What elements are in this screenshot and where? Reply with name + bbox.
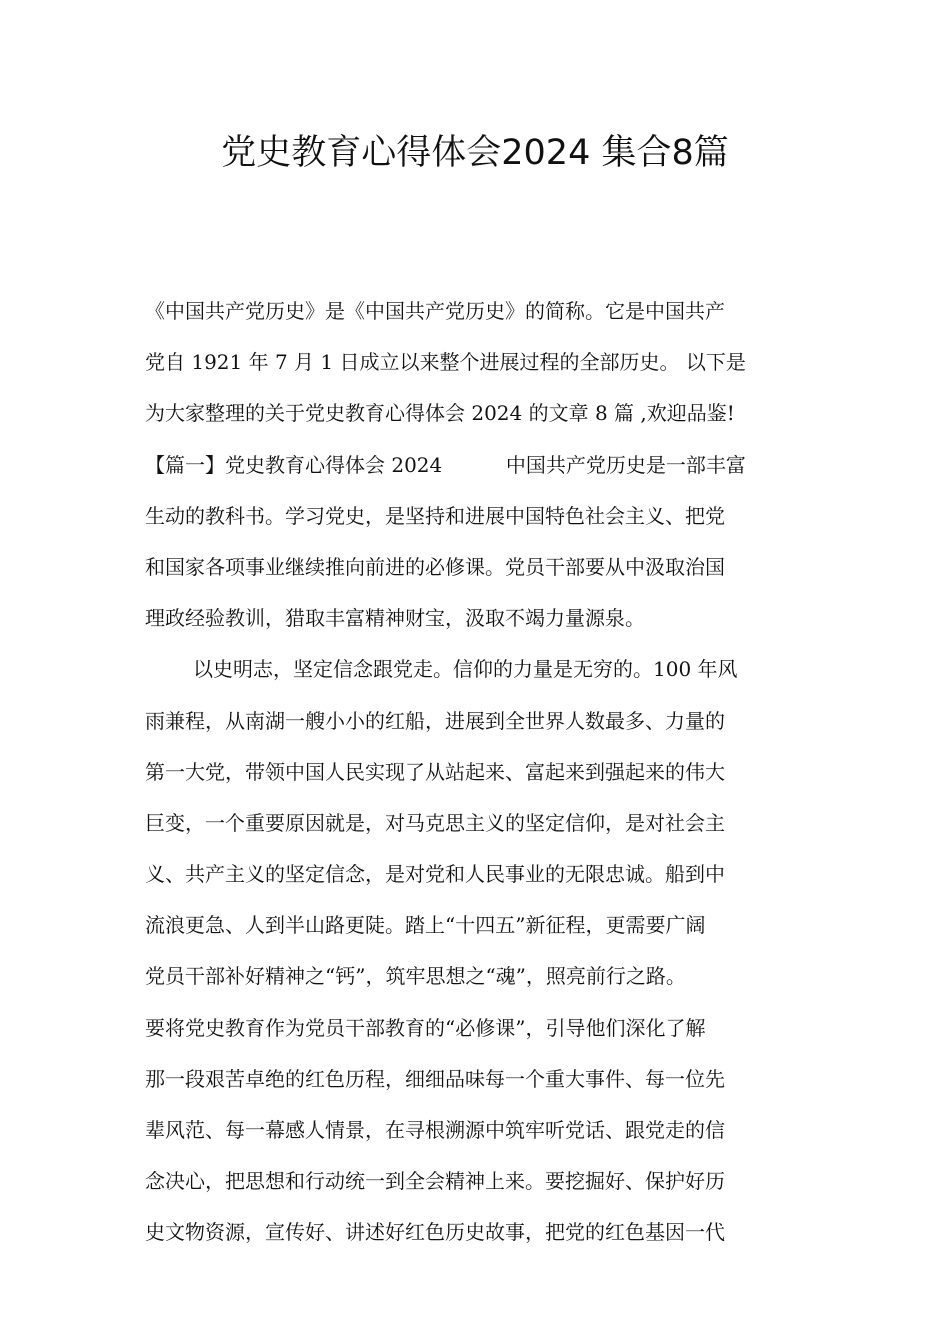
paragraph-first-line: 以史明志，坚定信念跟党走。信仰的力量是无穷的。100 年风 (193, 657, 738, 682)
body-line: 【篇一】党史教育心得体会 2024 中国共产党历史是一部丰富 (145, 452, 746, 477)
body-line: 史文物资源，宣传好、讲述好红色历史故事，把党的红色基因一代 (145, 1220, 725, 1245)
body-line: 《中国共产党历史》是《中国共产党历史》的简称。它是中国共产 (145, 299, 725, 323)
body-line: 第一大党，带领中国人民实现了从站起来、富起来到强起来的伟大 (145, 759, 725, 784)
body-line: 理政经验教训，猎取丰富精神财宝，汲取不竭力量源泉。 (145, 606, 645, 631)
body-line: 党自 1921 年 7 月 1 日成立以来整个进展过程的全部历史。 以下是 (145, 350, 746, 375)
body-line: 念决心，把思想和行动统一到全会精神上来。要挖掘好、保护好历 (145, 1169, 725, 1194)
document-body (145, 286, 815, 1259)
body-line: 辈风范、每一幕感人情景，在寻根溯源中筑牢听党话、跟党走的信 (145, 1118, 725, 1142)
body-line: 那一段艰苦卓绝的红色历程，细细品味每一个重大事件、每一位先 (145, 1066, 725, 1091)
body-line: 巨变，一个重要原因就是，对马克思主义的坚定信仰，是对社会主 (145, 810, 725, 835)
body-line: 和国家各项事业继续推向前进的必修课。党员干部要从中汲取治国 (145, 554, 725, 579)
body-line: 生动的教科书。学习党史，是坚持和进展中国特色社会主义、把党 (145, 503, 725, 528)
body-line: 流浪更急、人到半山路更陡。踏上“十四五”新征程，更需要广阔 (145, 913, 706, 938)
body-line: 义、共产主义的坚定信念，是对党和人民事业的无限忠诚。船到中 (145, 862, 725, 887)
body-line: 党员干部补好精神之“钙”，筑牢思想之“魂”，照亮前行之路。 (145, 964, 686, 989)
body-line: 为大家整理的关于党史教育心得体会 2024 的文章 8 篇 ,欢迎品鉴! (145, 401, 735, 426)
body-line: 要将党史教育作为党员干部教育的“必修课”，引导他们深化了解 (145, 1015, 706, 1040)
body-line: 雨兼程，从南湖一艘小小的红船，进展到全世界人数最多、力量的 (145, 708, 725, 733)
document-title: 党史教育心得体会2024 集合8篇 (221, 133, 729, 173)
